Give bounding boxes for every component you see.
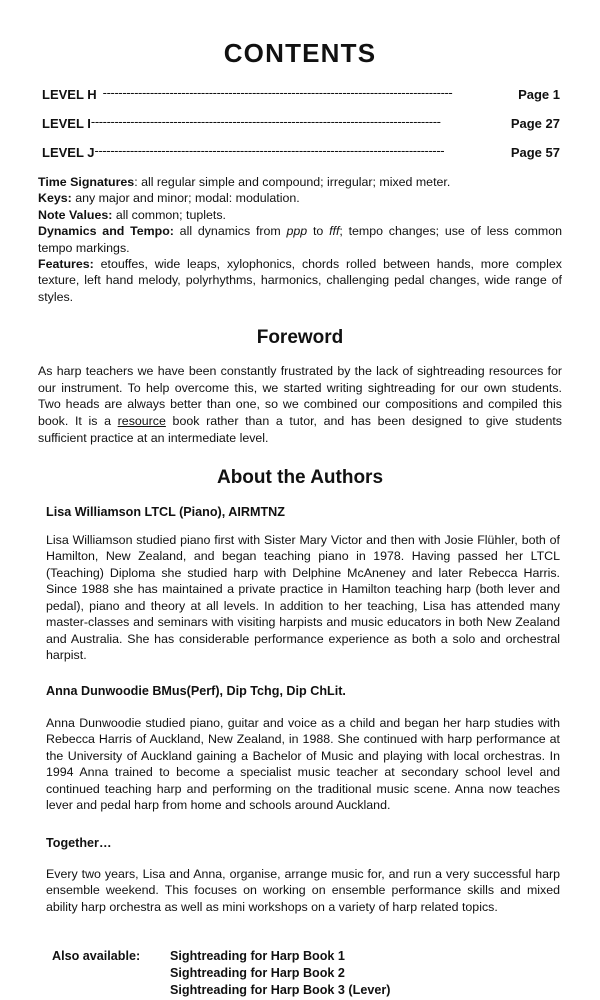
syllabus-specifications (38, 174, 562, 305)
dynamic-marking-ppp: ppp (286, 224, 308, 239)
dynamic-marking-fff: fff (329, 224, 340, 239)
author-name-anna-dunwoodie: Anna Dunwoodie BMus(Perf), Dip Tchg, Dip ChLit. (46, 683, 346, 698)
spec-label: Dynamics and Tempo: (38, 224, 174, 239)
spec-label: Keys: (38, 191, 72, 206)
spec-time-signatures (38, 174, 562, 190)
spec-value-part2: to (307, 224, 330, 239)
toc-page-number: Page 57 (510, 145, 560, 160)
spec-label: Time Signatures (38, 175, 135, 189)
toc-label: LEVEL I (42, 116, 91, 131)
toc-leader-dashes: ----------------------------------------------------------------------------------------- (94, 143, 445, 158)
list-item: Sightreading for Harp Book 1 (170, 949, 345, 964)
spec-label: Note Values: (38, 207, 113, 222)
table-of-contents (38, 87, 562, 160)
list-item: Sightreading for Harp Book 3 (Lever) (170, 983, 391, 998)
toc-entry-level-j (42, 145, 560, 160)
spec-value: : all regular simple and compound; irregular; mixed meter. (134, 175, 451, 189)
toc-entry-level-i (42, 116, 560, 131)
toc-leader-dashes: ----------------------------------------------------------------------------------------- (90, 114, 441, 129)
about-the-authors-heading: About the Authors (216, 466, 384, 488)
also-available-label: Also available: (52, 949, 141, 964)
together-paragraph: Every two years, Lisa and Anna, organise, arrange music for, and run a very successful harp ensemble weekend. This focuses on working on ensemble performance skills and mixed ability harp orchestra as well as mini workshops on a variety of harp related topics. (46, 866, 560, 914)
author-name-lisa-williamson: Lisa Williamson LTCL (Piano), AIRMTNZ (46, 504, 285, 519)
toc-page-number: Page 1 (518, 87, 560, 102)
spec-keys (38, 190, 562, 206)
foreword-text-part1: As harp teachers we have been constantly frustrated by the lack of sightreading resources for our instrument. To help overcome this, we started writing sightreading for our own students. Two heads are always better than one, so we combined our compositions and compiled this book. It is a (38, 364, 562, 429)
also-available-list (170, 949, 562, 1000)
spec-features (38, 256, 562, 305)
toc-entry-level-h (42, 87, 560, 102)
page-title: CONTENTS (223, 38, 377, 68)
spec-label: Features: (38, 256, 94, 271)
list-item: Sightreading for Harp Book 2 (170, 966, 345, 981)
spec-note-values (38, 207, 562, 223)
foreword-paragraph (38, 363, 562, 447)
spec-dynamics-and-tempo (38, 223, 562, 256)
together-heading: Together… (46, 835, 112, 850)
foreword-text-part2: book rather than a tutor, and has been designed to give students sufficient practice at an intermediate level. (38, 414, 562, 445)
toc-label: LEVEL J (42, 145, 95, 160)
toc-leader-dashes: ----------------------------------------------------------------------------------------- (102, 85, 453, 100)
spec-value: etouffes, wide leaps, xylophonics, chords rolled between hands, more complex texture, left hand melody, polyrhythms, harmonics, challenging pedal changes, wide range of styles. (38, 256, 562, 304)
spec-value: any major and minor; modal: modulation. (71, 191, 300, 206)
spec-value: all common; tuplets. (112, 207, 227, 222)
spec-value-part1: all dynamics from (173, 224, 287, 239)
also-available-section (38, 915, 562, 1000)
toc-page-number: Page 27 (510, 116, 560, 131)
toc-label: LEVEL H (42, 87, 97, 102)
foreword-underlined-word: resource (117, 414, 166, 429)
author-bio-anna-dunwoodie: Anna Dunwoodie studied piano, guitar and voice as a child and began her harp studies with Rebecca Harris of Auckland, New Zealand, in 1988. She continued with harp performance at the University of Auckland gaining a Bachelor of Music and playing with local orchestras. In 1994 Anna trained to become a specialist music teacher at secondary school level and continued teaching harp and performing on the traditional music scene. Anna now teaches lever and pedal harp from home and schools around Auckland. (46, 715, 560, 813)
author-bio-lisa-williamson: Lisa Williamson studied piano first with Sister Mary Victor and then with Josie Flühler, both of Hamilton, New Zealand, and began teaching piano in 1978. Having passed her LTCL (Teaching) Diploma she studied harp with Delphine McAneney and later Rebecca Harris. Since 1988 she has maintained a private practice in Hamilton teaching harp (both lever and pedal), piano and theory at all levels. In addition to her teaching, Lisa has attended many master-classes and seminars with visiting harpists and music educators in both New Zealand and Australia. She has considerable performance experience as both a solo and orchestral harpist. (46, 532, 560, 663)
foreword-heading: Foreword (256, 327, 344, 348)
spec-value-part3: ; tempo changes; use of less common tempo markings. (38, 224, 562, 255)
